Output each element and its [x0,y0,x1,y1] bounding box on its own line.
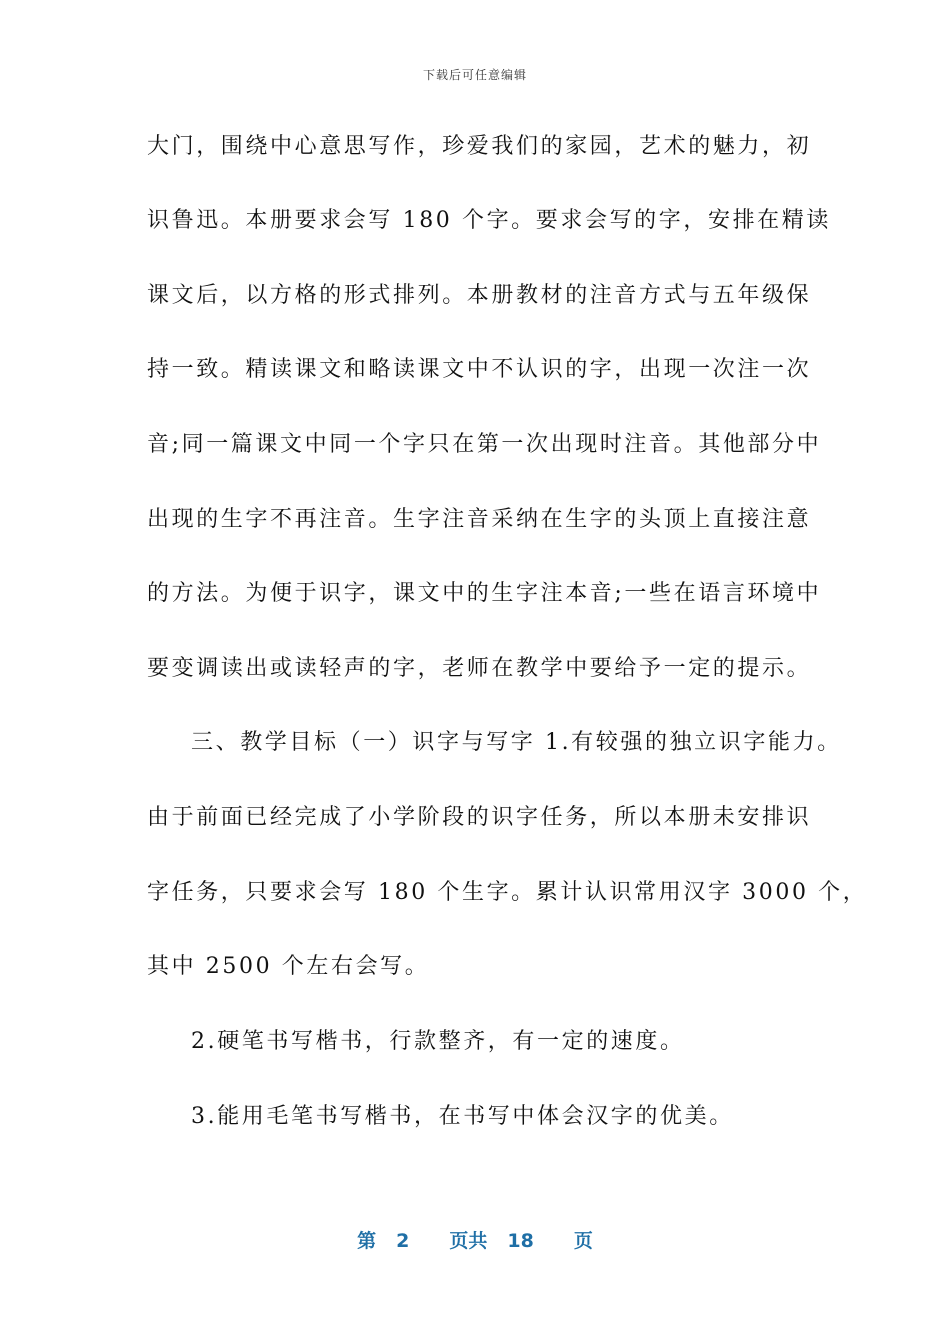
list-item-line: 3.能用毛笔书写楷书，在书写中体会汉字的优美。 [191,1104,734,1129]
footer-middle: 页共 [449,1230,488,1252]
paragraph-line: 出现的生字不再注音。生字注音采纳在生字的头顶上直接注意 [147,507,812,532]
paragraph-line: 的方法。为便于识字，课文中的生字注本音;一些在语言环境中 [147,581,822,606]
paragraph-line: 音;同一篇课文中同一个字只在第一次出现时注音。其他部分中 [147,432,822,457]
footer-suffix: 页 [573,1230,593,1252]
footer-prefix: 第 [357,1230,377,1252]
footer-total-pages: 18 [507,1230,534,1252]
paragraph-line: 字任务，只要求会写 180 个生字。累计认识常用汉字 3000 个， [147,880,868,905]
paragraph-line: 课文后，以方格的形式排列。本册教材的注音方式与五年级保 [147,283,812,308]
paragraph-line: 其中 2500 个左右会写。 [147,954,430,979]
page-footer [0,1226,950,1253]
paragraph-line: 要变调读出或读轻声的字，老师在教学中要给予一定的提示。 [147,656,812,681]
footer-current-page: 2 [396,1230,410,1252]
header-note: 下载后可任意编辑 [422,68,527,82]
paragraph-line: 识鲁迅。本册要求会写 180 个字。要求会写的字，安排在精读 [147,208,831,233]
section-heading-line: 三、教学目标（一）识字与写字 1.有较强的独立识字能力。 [191,730,842,755]
paragraph-line: 由于前面已经完成了小学阶段的识字任务，所以本册未安排识 [147,805,812,830]
paragraph-line: 大门，围绕中心意思写作，珍爱我们的家园，艺术的魅力，初 [147,134,812,159]
paragraph-line: 持一致。精读课文和略读课文中不认识的字，出现一次注一次 [147,357,812,382]
list-item-line: 2.硬笔书写楷书，行款整齐，有一定的速度。 [191,1029,685,1054]
